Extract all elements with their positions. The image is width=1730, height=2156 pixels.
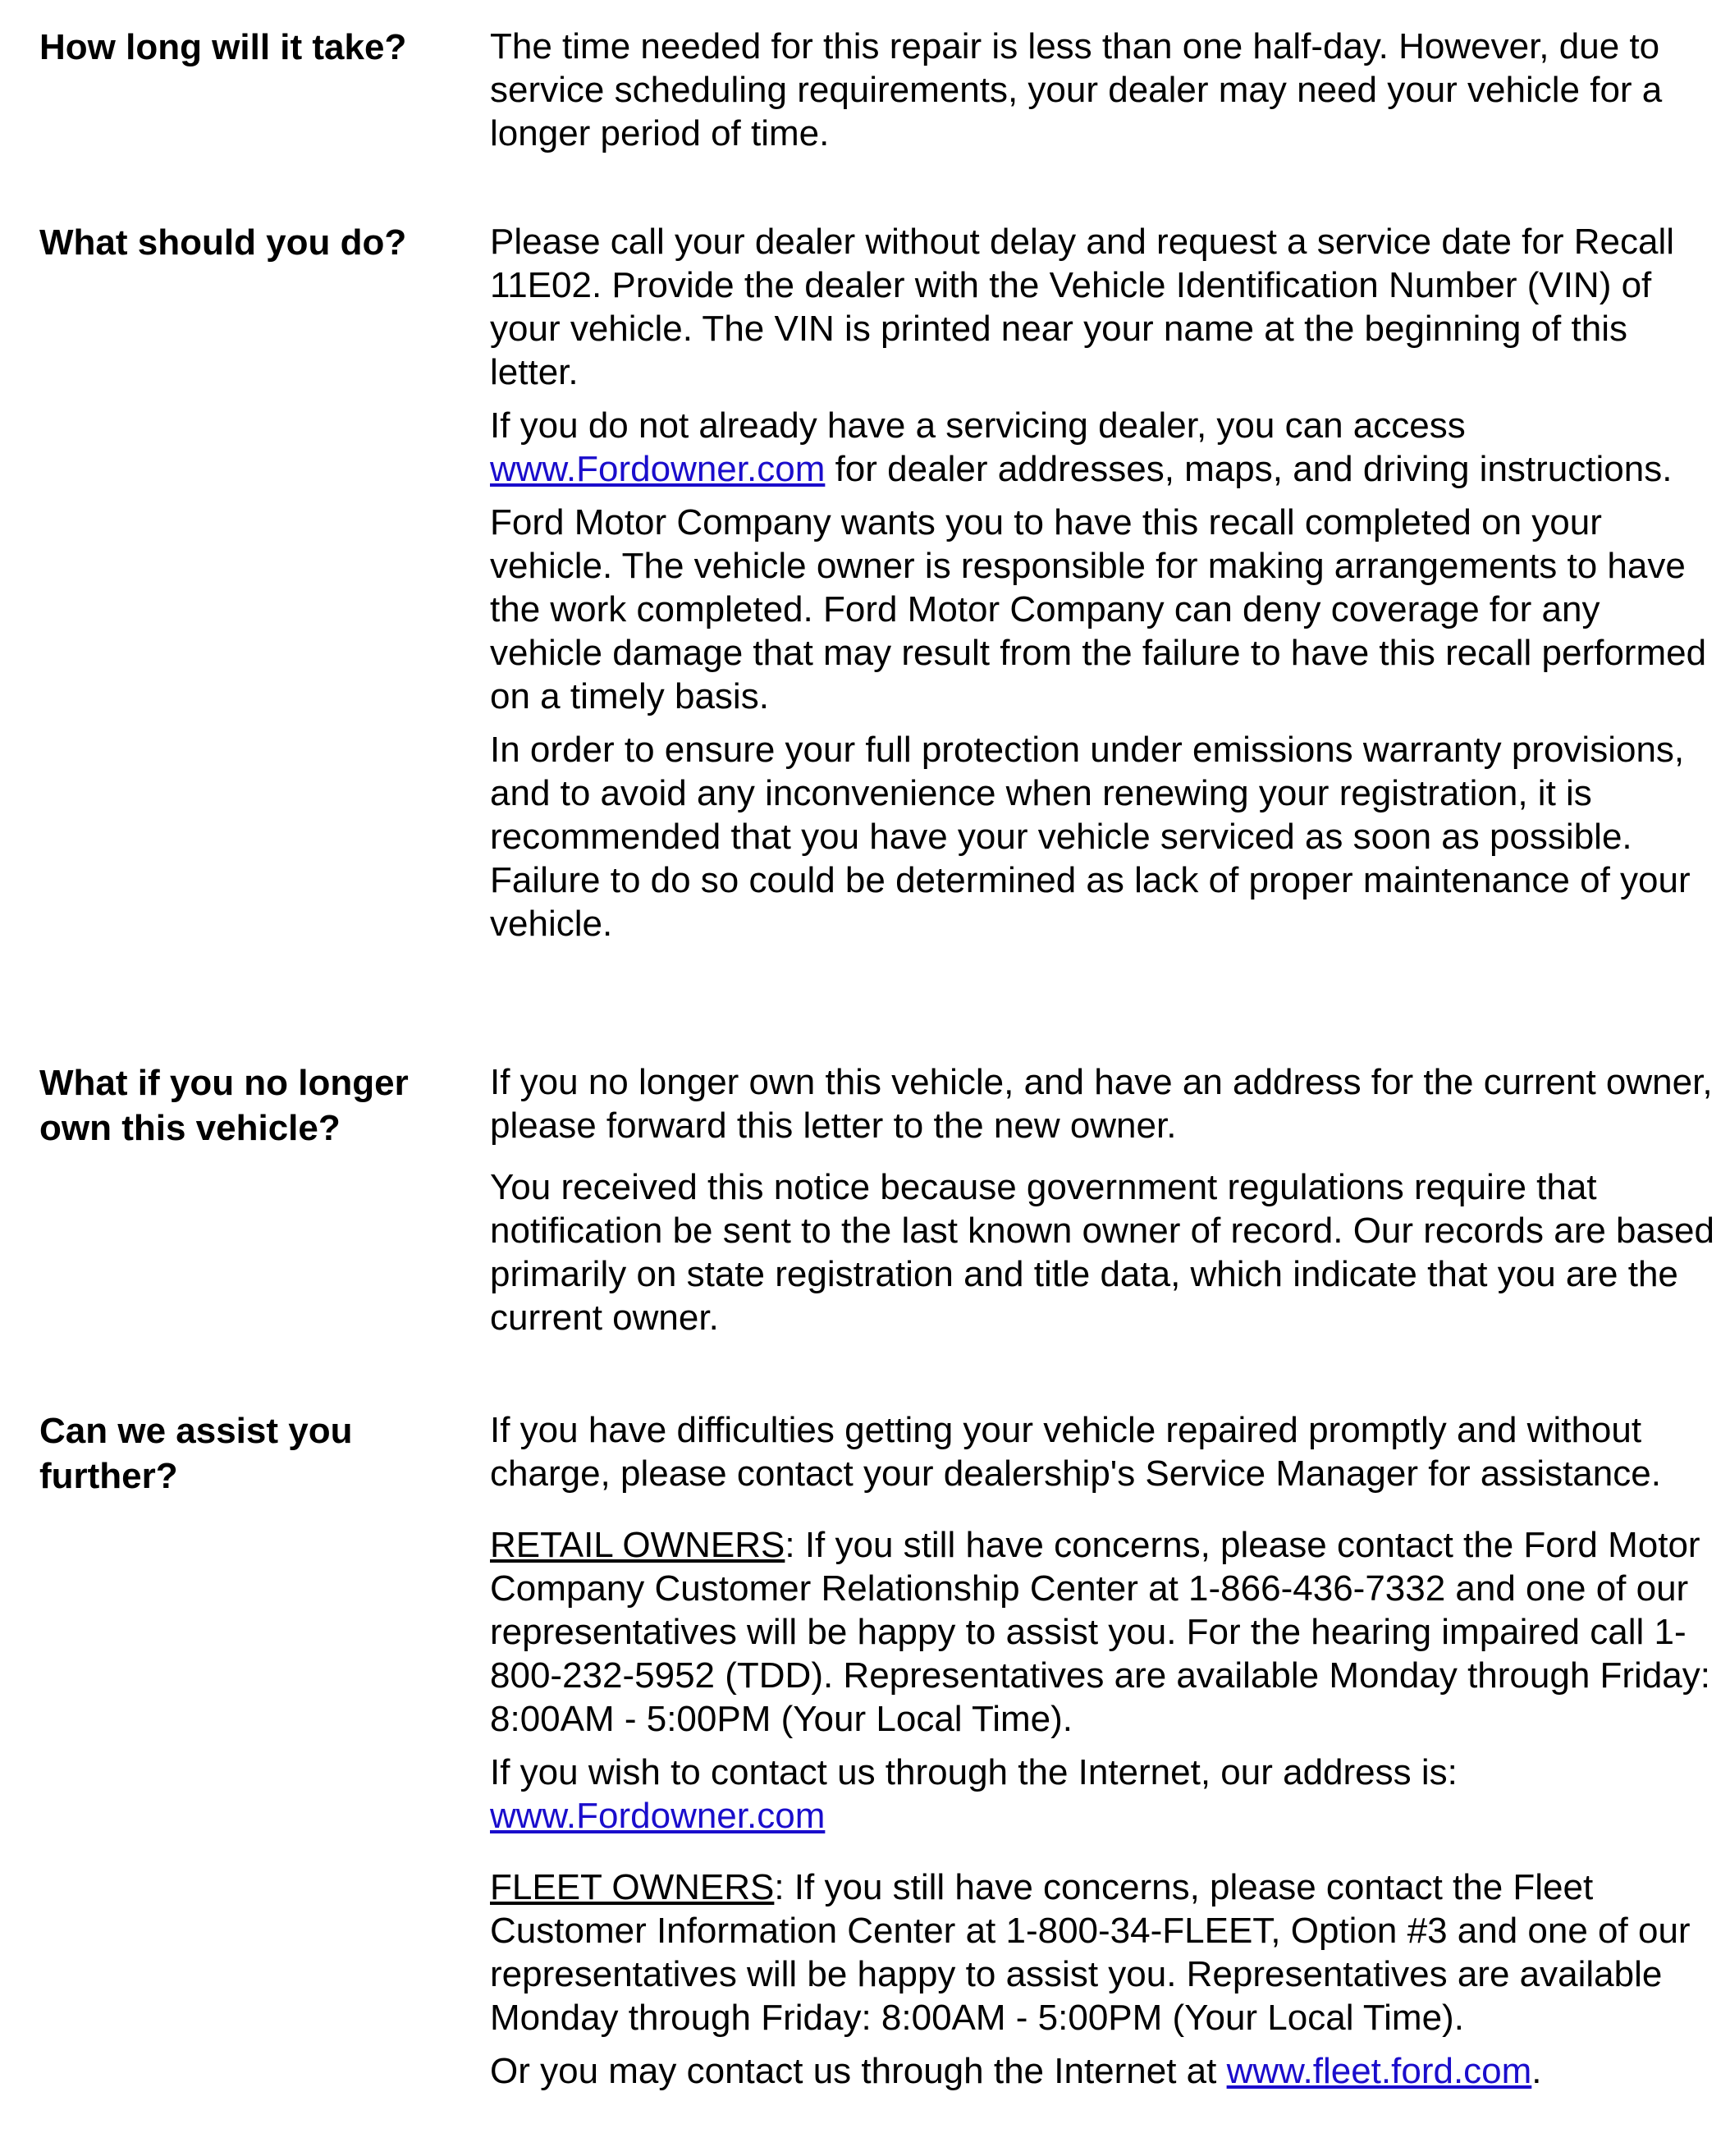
text: If you wish to contact us through the Internet, our address is: — [490, 1752, 1458, 1792]
fleet-owners-label: FLEET OWNERS — [490, 1867, 775, 1907]
fordowner-link[interactable]: www.Fordowner.com — [490, 1796, 826, 1836]
text: . — [1531, 2051, 1542, 2091]
paragraph: Ford Motor Company wants you to have this recall completed on your vehicle. The vehicle owner is responsible for making arrangements to have the work completed. Ford Motor Company can deny coverage for any vehicle damage that may result from the failure to have this recall performed on a timely basis. — [490, 502, 1707, 716]
text: for dealer addresses, maps, and driving instructions. — [825, 449, 1673, 489]
body-ownership — [490, 1060, 1719, 1349]
text: : If you still have concerns, please contact the Ford Motor Company Customer Relationship Center at 1-866-436-7332 and one of our representatives will be happy to assist you. For the hearing impaired call 1-800-232-5952 (TDD). Representatives are available Monday through Friday: 8:00AM - 5:00PM (Your Local Time). — [490, 1525, 1710, 1739]
paragraph: If you have difficulties getting your vehicle repaired promptly and without charge, please contact your dealership's Service Manager for assistance. — [490, 1410, 1661, 1494]
fleet-ford-link[interactable]: www.fleet.ford.com — [1226, 2051, 1532, 2091]
body-assist — [490, 1408, 1719, 2103]
paragraph-retail-owners — [490, 1523, 1719, 1741]
heading-ownership: What if you no longer own this vehicle? — [39, 1063, 409, 1148]
fordowner-link[interactable]: www.Fordowner.com — [490, 449, 826, 489]
paragraph-fleet-owners — [490, 1865, 1719, 2039]
paragraph-internet — [490, 1751, 1719, 1838]
retail-owners-label: RETAIL OWNERS — [490, 1525, 785, 1565]
heading-duration: How long will it take? — [39, 27, 407, 67]
heading-assist: Can we assist you further? — [39, 1411, 353, 1496]
paragraph-fleet-internet — [490, 2049, 1719, 2093]
body-action — [490, 220, 1719, 955]
paragraph: You received this notice because government regulations require that notification be sent to the last known owner of record. Our records are based primarily on state registration and title data, which indicate that you are the current owner. — [490, 1167, 1714, 1338]
paragraph-dealer-access — [490, 404, 1719, 491]
paragraph: The time needed for this repair is less than one half-day. However, due to service scheduling requirements, your dealer may need your vehicle for a longer period of time. — [490, 26, 1663, 153]
body-duration — [490, 25, 1719, 165]
heading-action: What should you do? — [39, 222, 407, 263]
text: Or you may contact us through the Internet at — [490, 2051, 1227, 2091]
text: If you do not already have a servicing dealer, you can access — [490, 405, 1466, 446]
paragraph: In order to ensure your full protection under emissions warranty provisions, and to avoid any inconvenience when renewing your registration, it is recommended that you have your vehicle serviced as soon as possible. Failure to do so could be determined as lack of proper maintenance of your vehicle. — [490, 730, 1691, 944]
paragraph: Please call your dealer without delay and request a service date for Recall 11E02. Provide the dealer with the Vehicle Identification Number (VIN) of your vehicle. The VIN is printed near your name at the beginning of this letter. — [490, 222, 1675, 392]
text: : If you still have concerns, please contact the Fleet Customer Information Center at 1-800-34-FLEET, Option #3 and one of our representatives will be happy to assist you. Representatives are available Monday through Friday: 8:00AM - 5:00PM (Your Local Time). — [490, 1867, 1691, 2038]
paragraph: If you no longer own this vehicle, and have an address for the current owner, please forward this letter to the new owner. — [490, 1062, 1713, 1146]
